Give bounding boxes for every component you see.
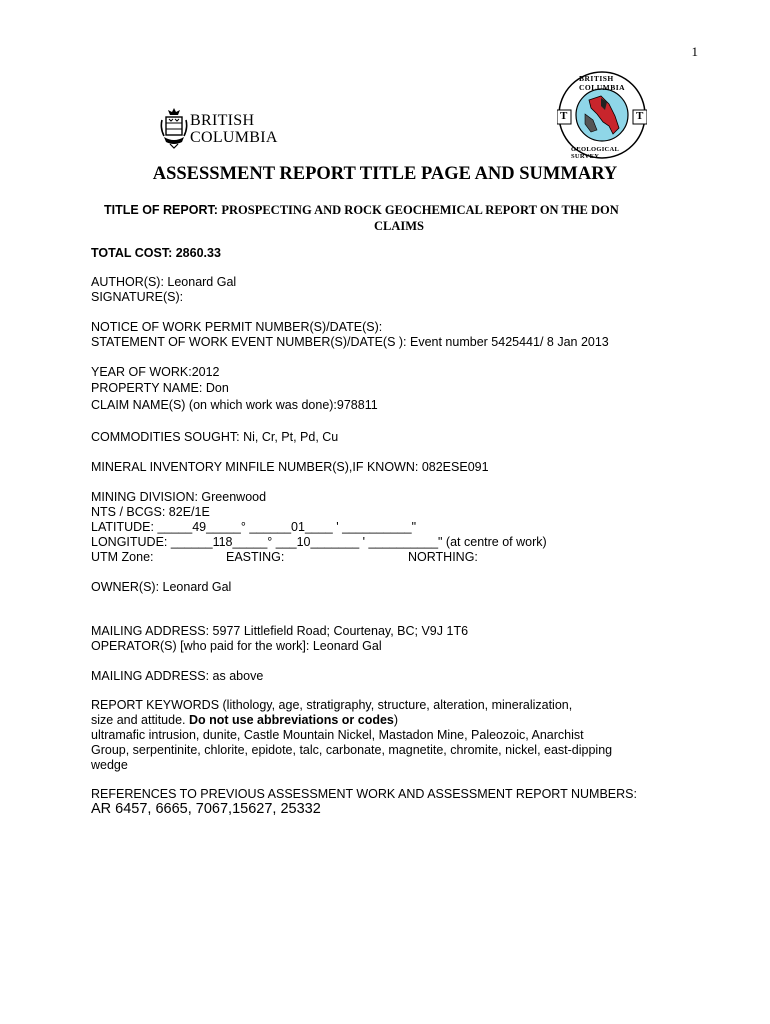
operator: OPERATOR(S) [who paid for the work]: Leonard Gal bbox=[91, 639, 382, 653]
british-columbia-logo bbox=[160, 104, 280, 152]
notice-of-work: NOTICE OF WORK PERMIT NUMBER(S)/DATE(S): bbox=[91, 320, 383, 334]
page-number: 1 bbox=[691, 44, 698, 59]
keywords-line2-close: ) bbox=[393, 713, 399, 727]
bc-logo-line2: COLUMBIA bbox=[190, 129, 278, 146]
year-of-work: YEAR OF WORK:2012 bbox=[91, 365, 220, 379]
latitude: LATITUDE: _____49_____° ______01____ ' __________" bbox=[91, 520, 417, 534]
keywords-line5: wedge bbox=[91, 758, 128, 772]
author: AUTHOR(S): Leonard Gal bbox=[91, 275, 237, 289]
mailing-address-operator: MAILING ADDRESS: as above bbox=[91, 669, 264, 683]
owner: OWNER(S): Leonard Gal bbox=[91, 580, 232, 594]
keywords-emphasis: Do not use abbreviations or codes bbox=[188, 713, 394, 727]
references-label: REFERENCES TO PREVIOUS ASSESSMENT WORK AND ASSESSMENT REPORT NUMBERS: bbox=[91, 787, 637, 801]
keywords-line1: REPORT KEYWORDS (lithology, age, stratigraphy, structure, alteration, mineralization, bbox=[91, 698, 573, 712]
seal-right-letter: T bbox=[636, 110, 644, 122]
property-name: PROPERTY NAME: Don bbox=[91, 381, 229, 395]
minfile-number: MINERAL INVENTORY MINFILE NUMBER(S),IF KNOWN: 082ESE091 bbox=[91, 460, 489, 474]
geological-survey-logo bbox=[557, 70, 647, 160]
references-value: AR 6457, 6665, 7067,15627, 25332 bbox=[91, 801, 321, 817]
keywords-line4: Group, serpentinite, chlorite, epidote, talc, carbonate, magnetite, chromite, nickel, east-dipping bbox=[91, 743, 613, 757]
keywords-line3: ultramafic intrusion, dunite, Castle Mountain Nickel, Mastadon Mine, Paleozoic, Anarchist bbox=[91, 728, 584, 742]
bc-crest-icon bbox=[160, 106, 188, 150]
seal-left-letter: T bbox=[560, 110, 568, 122]
report-title-label: TITLE OF REPORT: bbox=[104, 203, 218, 217]
longitude: LONGITUDE: ______118_____° ___10_______ ' __________" (at centre of work) bbox=[91, 535, 547, 549]
northing: NORTHING: bbox=[408, 550, 478, 564]
report-title-block bbox=[104, 202, 664, 234]
nts-bcgs: NTS / BCGS: 82E/1E bbox=[91, 505, 210, 519]
signature: SIGNATURE(S): bbox=[91, 290, 184, 304]
claim-name: CLAIM NAME(S) (on which work was done):978811 bbox=[91, 398, 378, 412]
report-title-value: PROSPECTING AND ROCK GEOCHEMICAL REPORT ON THE DON bbox=[221, 203, 619, 217]
bc-logo-line1: BRITISH bbox=[190, 112, 255, 129]
statement-of-work: STATEMENT OF WORK EVENT NUMBER(S)/DATE(S ): Event number 5425441/ 8 Jan 2013 bbox=[91, 335, 609, 349]
keywords-line2 bbox=[91, 712, 398, 728]
total-cost: TOTAL COST: 2860.33 bbox=[91, 246, 221, 260]
easting: EASTING: bbox=[226, 550, 285, 564]
seal-top-text: BRITISH COLUMBIA bbox=[579, 74, 626, 92]
utm-zone: UTM Zone: bbox=[91, 550, 154, 564]
seal-bottom-text: GEOLOGICAL SURVEY bbox=[571, 146, 619, 160]
commodities-sought: COMMODITIES SOUGHT: Ni, Cr, Pt, Pd, Cu bbox=[91, 430, 339, 444]
mining-division: MINING DIVISION: Greenwood bbox=[91, 490, 267, 504]
keywords-line2-text: size and attitude. bbox=[91, 713, 189, 727]
mailing-address: MAILING ADDRESS: 5977 Littlefield Road; Courtenay, BC; V9J 1T6 bbox=[91, 624, 469, 638]
page-title: ASSESSMENT REPORT TITLE PAGE AND SUMMARY bbox=[152, 164, 618, 184]
report-title-value-line2: CLAIMS bbox=[373, 219, 424, 233]
